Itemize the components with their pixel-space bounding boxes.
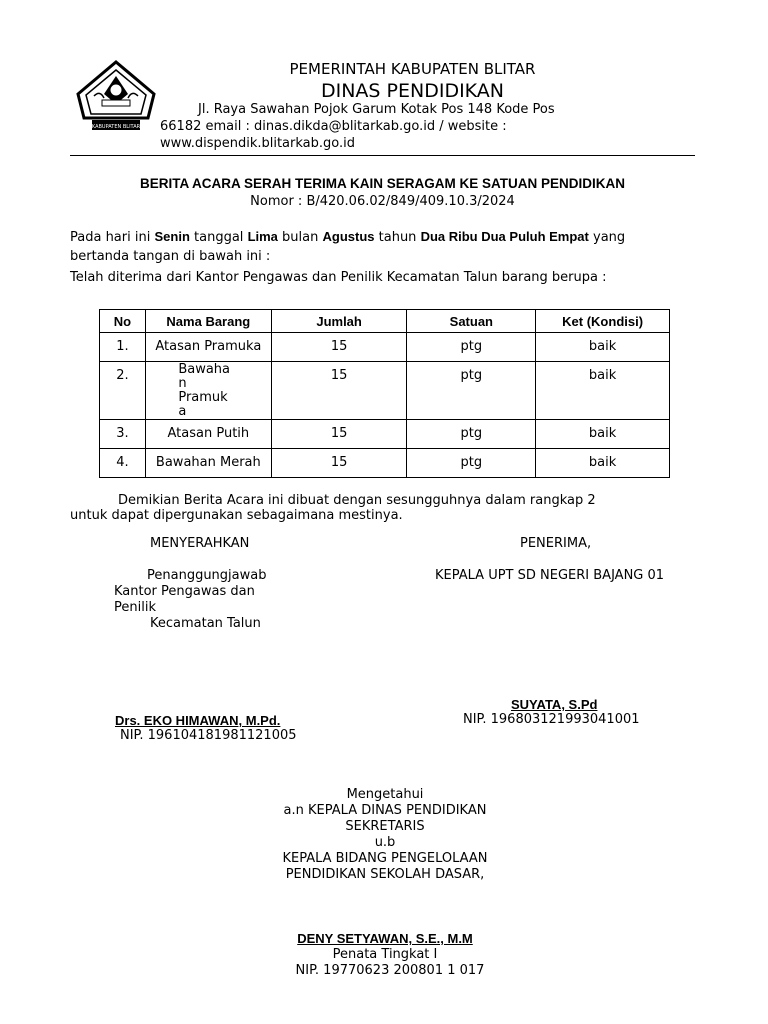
cell-no: 2. — [100, 362, 146, 420]
col-header-note: Ket (Kondisi) — [536, 310, 670, 333]
cell-qty: 15 — [271, 362, 407, 420]
cell-qty: 15 — [271, 420, 407, 449]
left-title-4: Kecamatan Talun — [150, 616, 261, 631]
table-row — [100, 333, 670, 362]
month-value: Agustus — [322, 229, 375, 244]
left-title-1: Penanggungjawab — [147, 568, 267, 583]
cell-name: Atasan Pramuka — [145, 333, 271, 362]
cell-name: Bawahan Merah — [145, 449, 271, 478]
col-header-unit: Satuan — [407, 310, 536, 333]
cell-name: Atasan Putih — [145, 420, 271, 449]
cell-unit: ptg — [407, 333, 536, 362]
cell-note: baik — [536, 333, 670, 362]
address-line: Jl. Raya Sawahan Pojok Garum Kotak Pos 148 Kode Pos — [198, 102, 555, 117]
cell-name: Bawaha n Pramuk a — [145, 362, 271, 420]
items-table — [99, 309, 670, 478]
cell-unit: ptg — [407, 420, 536, 449]
right-role: PENERIMA, — [520, 536, 592, 551]
approver-rank: Penata Tingkat I — [332, 947, 438, 962]
approver-line: PENDIDIKAN SEKOLAH DASAR, — [285, 867, 485, 882]
cell-note: baik — [536, 449, 670, 478]
cell-no: 4. — [100, 449, 146, 478]
approver-line: SEKRETARIS — [345, 819, 425, 834]
cell-no: 3. — [100, 420, 146, 449]
left-title-2: Kantor Pengawas dan — [114, 584, 255, 599]
day-value: Senin — [154, 229, 190, 244]
closing-line2: untuk dapat dipergunakan sebagaimana mestinya. — [70, 508, 403, 523]
department-name: DINAS PENDIDIKAN — [320, 80, 505, 102]
approver-label: Mengetahui — [346, 787, 424, 802]
col-header-no: No — [100, 310, 146, 333]
left-signer-nip: NIP. 196104181981121005 — [120, 728, 297, 743]
cell-note: baik — [536, 362, 670, 420]
col-header-name: Nama Barang — [145, 310, 271, 333]
document-number: Nomor : B/420.06.02/849/409.10.3/2024 — [250, 194, 515, 209]
cell-note: baik — [536, 420, 670, 449]
year-value: Dua Ribu Dua Puluh Empat — [420, 229, 589, 244]
approver-nip: NIP. 19770623 200801 1 017 — [295, 963, 485, 978]
blitar-regency-emblem-icon — [76, 60, 156, 134]
address-line: www.dispendik.blitarkab.go.id — [160, 136, 355, 151]
cell-no: 1. — [100, 333, 146, 362]
intro-line2: bertanda tangan di bawah ini : — [70, 249, 271, 264]
left-role: MENYERAHKAN — [150, 536, 250, 551]
table-row — [100, 420, 670, 449]
document-title: BERITA ACARA SERAH TERIMA KAIN SERAGAM KE SATUAN PENDIDIKAN — [139, 176, 625, 191]
table-row — [100, 362, 670, 420]
date-value: Lima — [247, 229, 278, 244]
approver-line: KEPALA BIDANG PENGELOLAAN — [282, 851, 488, 866]
right-signer-nip: NIP. 196803121993041001 — [463, 712, 640, 727]
table-header-row — [100, 310, 670, 333]
cell-qty: 15 — [271, 333, 407, 362]
intro-received: Telah diterima dari Kantor Pengawas dan Penilik Kecamatan Talun barang berupa : — [70, 270, 607, 285]
address-line: 66182 email : dinas.dikda@blitarkab.go.id / website : — [160, 119, 507, 134]
closing-line1: Demikian Berita Acara ini dibuat dengan sesungguhnya dalam rangkap 2 — [118, 493, 596, 508]
table-row — [100, 449, 670, 478]
approver-name: DENY SETYAWAN, S.E., M.M — [297, 931, 473, 946]
col-header-qty: Jumlah — [271, 310, 407, 333]
svg-text:KABUPATEN BLITAR: KABUPATEN BLITAR — [91, 124, 141, 130]
cell-unit: ptg — [407, 362, 536, 420]
cell-unit: ptg — [407, 449, 536, 478]
letterhead-address — [160, 101, 630, 152]
government-name: PEMERINTAH KABUPATEN BLITAR — [289, 60, 536, 78]
approver-line: a.n KEPALA DINAS PENDIDIKAN — [283, 803, 487, 818]
letterhead-divider — [70, 155, 695, 156]
right-signer-name: SUYATA, S.Pd — [511, 697, 598, 712]
left-title-3: Penilik — [114, 600, 156, 615]
intro-paragraph: Pada hari ini Senin tanggal Lima bulan Agustus tahun Dua Ribu Dua Puluh Empat yang — [70, 229, 626, 245]
approver-line: u.b — [374, 835, 396, 850]
cell-qty: 15 — [271, 449, 407, 478]
right-title-1: KEPALA UPT SD NEGERI BAJANG 01 — [435, 568, 665, 583]
left-signer-name: Drs. EKO HIMAWAN, M.Pd. — [115, 713, 281, 728]
